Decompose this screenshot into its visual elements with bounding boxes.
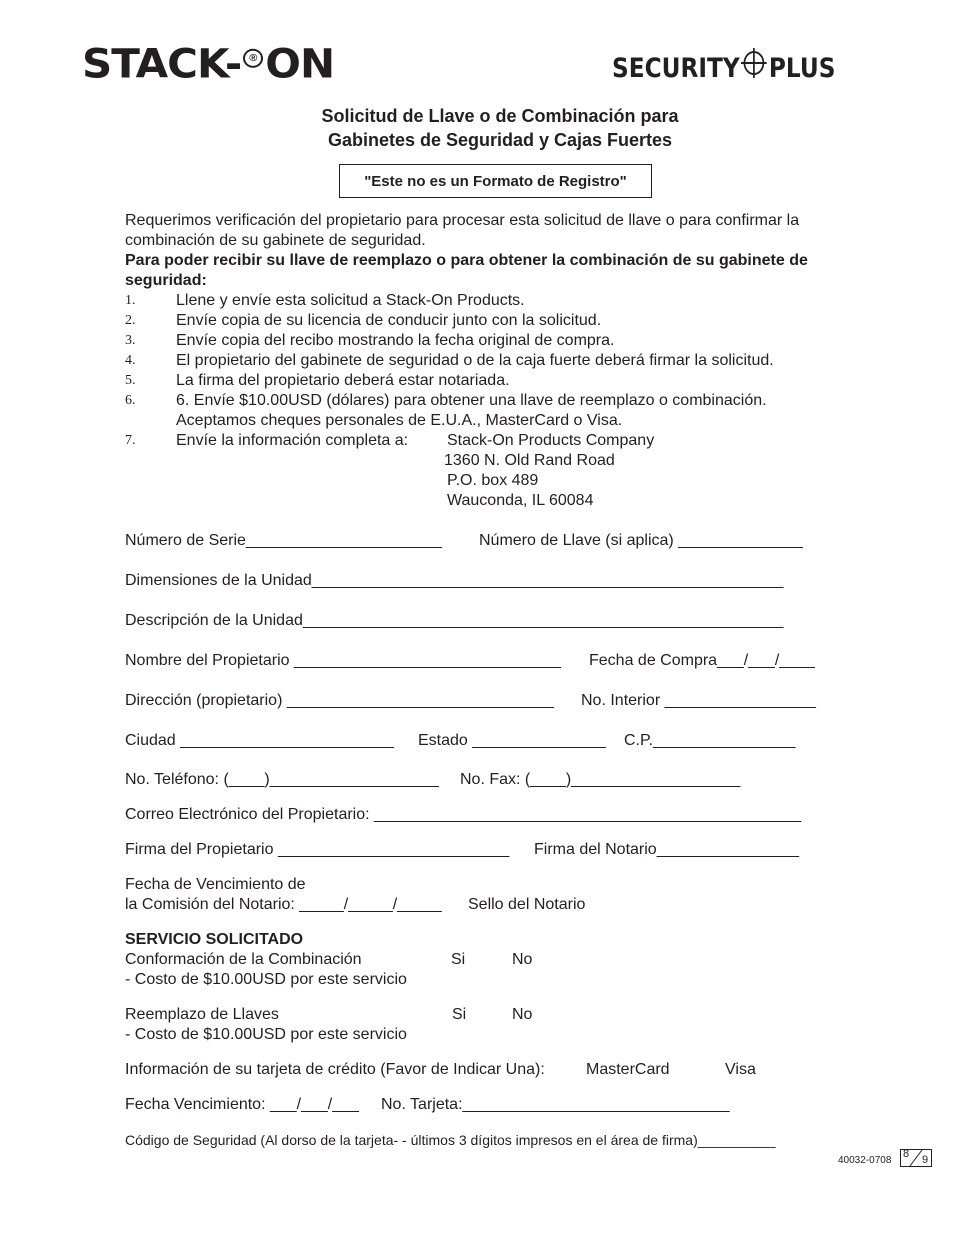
purchase-date-field[interactable]: Fecha de Compra___/___/____ bbox=[589, 652, 815, 669]
step-number: 1. bbox=[125, 293, 136, 308]
intro-bold-1: Para poder recibir su llave de reemplazo o para obtener la combinación de su gabinete de bbox=[125, 252, 808, 269]
step-text-continued: Aceptamos cheques personales de E.U.A., MasterCard o Visa. bbox=[176, 412, 623, 429]
service-heading: SERVICIO SOLICITADO bbox=[125, 931, 304, 948]
owner-name-field[interactable]: Nombre del Propietario ______________________________ bbox=[125, 652, 561, 669]
unit-description-field[interactable]: Descripción de la Unidad______________________________________________________ bbox=[125, 612, 784, 629]
step-text: Envíe copia de su licencia de conducir junto con la solicitud. bbox=[176, 312, 602, 329]
step-number: 3. bbox=[125, 333, 136, 348]
combination-service-label: Conformación de la Combinación bbox=[125, 951, 362, 968]
step-number: 5. bbox=[125, 373, 136, 388]
card-number-field[interactable]: No. Tarjeta:______________________________ bbox=[381, 1096, 730, 1113]
notary-expiration-label: Fecha de Vencimiento de bbox=[125, 876, 306, 893]
step-text: El propietario del gabinete de seguridad o de la caja fuerte deberá firmar la solicitud. bbox=[176, 352, 774, 369]
crosshair-icon bbox=[741, 48, 767, 87]
address-line-4: Wauconda, IL 60084 bbox=[447, 492, 594, 509]
step-text: La firma del propietario deberá estar notariada. bbox=[176, 372, 510, 389]
registered-icon: ® bbox=[243, 49, 263, 68]
title-line-1: Solicitud de Llave o de Combinación para bbox=[321, 106, 679, 126]
page-number: 8 bbox=[903, 1148, 910, 1160]
owner-address-field[interactable]: Dirección (propietario) ______________________________ bbox=[125, 692, 554, 709]
city-field[interactable]: Ciudad ________________________ bbox=[125, 732, 394, 749]
key-number-field[interactable]: Número de Llave (si aplica) ______________ bbox=[479, 532, 803, 549]
key-replacement-cost: - Costo de $10.00USD por este servicio bbox=[125, 1026, 407, 1043]
logo-plus-text: PLUS bbox=[768, 53, 836, 84]
intro-line-2: combinación de su gabinete de seguridad. bbox=[125, 232, 426, 249]
key-replacement-yes-option[interactable]: Si bbox=[452, 1006, 467, 1023]
phone-field[interactable]: No. Teléfono: (____)___________________ bbox=[125, 771, 439, 788]
address-line-2: 1360 N. Old Rand Road bbox=[444, 452, 615, 469]
intro-line-1: Requerimos verificación del propietario para procesar esta solicitud de llave o para confirmar la bbox=[125, 212, 800, 229]
security-plus-logo bbox=[612, 52, 835, 87]
step-number: 2. bbox=[125, 313, 136, 328]
visa-option[interactable]: Visa bbox=[725, 1061, 756, 1078]
step-text: 6. Envíe $10.00USD (dólares) para obtener una llave de reemplazo o combinación. bbox=[176, 392, 767, 409]
combination-no-option[interactable]: No bbox=[512, 951, 533, 968]
zip-field[interactable]: C.P.________________ bbox=[624, 732, 796, 749]
document-code: 40032-0708 bbox=[838, 1155, 892, 1166]
interior-number-field[interactable]: No. Interior _________________ bbox=[581, 692, 816, 709]
notary-seal-label: Sello del Notario bbox=[468, 896, 586, 913]
logo-text-a: STACK- bbox=[82, 40, 242, 87]
logo-security-text: SECURITY bbox=[612, 53, 740, 84]
state-field[interactable]: Estado _______________ bbox=[418, 732, 606, 749]
intro-bold-2: seguridad: bbox=[125, 272, 207, 289]
step-text: Envíe copia del recibo mostrando la fecha original de compra. bbox=[176, 332, 615, 349]
stack-on-logo bbox=[82, 40, 335, 87]
page-fraction bbox=[900, 1149, 932, 1167]
mastercard-option[interactable]: MasterCard bbox=[586, 1061, 670, 1078]
owner-email-field[interactable]: Correo Electrónico del Propietario: ________________________________________________ bbox=[125, 806, 802, 823]
step-text: Llene y envíe esta solicitud a Stack-On Products. bbox=[176, 292, 525, 309]
unit-dimensions-field[interactable]: Dimensiones de la Unidad_____________________________________________________ bbox=[125, 572, 784, 589]
logo-text-b: ON bbox=[265, 40, 335, 87]
key-replacement-no-option[interactable]: No bbox=[512, 1006, 533, 1023]
page-total: 9 bbox=[922, 1154, 929, 1166]
security-code-field[interactable]: Código de Seguridad (Al dorso de la tarjeta- - últimos 3 dígitos impresos en el área de firma)__________ bbox=[125, 1132, 776, 1148]
credit-card-label: Información de su tarjeta de crédito (Favor de Indicar Una): bbox=[125, 1061, 545, 1078]
fax-field[interactable]: No. Fax: (____)___________________ bbox=[460, 771, 741, 788]
key-replacement-label: Reemplazo de Llaves bbox=[125, 1006, 279, 1023]
owner-signature-field[interactable]: Firma del Propietario __________________________ bbox=[125, 841, 510, 858]
combination-yes-option[interactable]: Si bbox=[451, 951, 466, 968]
serial-number-field[interactable]: Número de Serie______________________ bbox=[125, 532, 442, 549]
step-number: 6. bbox=[125, 393, 136, 408]
notice-box: "Este no es un Formato de Registro" bbox=[339, 164, 652, 198]
step-number: 4. bbox=[125, 353, 136, 368]
address-line-3: P.O. box 489 bbox=[447, 472, 539, 489]
notary-signature-field[interactable]: Firma del Notario________________ bbox=[534, 841, 800, 858]
address-line-1: Stack-On Products Company bbox=[447, 432, 655, 449]
combination-cost: - Costo de $10.00USD por este servicio bbox=[125, 971, 407, 988]
step-text: Envíe la información completa a: bbox=[176, 432, 409, 449]
title-line-2: Gabinetes de Seguridad y Cajas Fuertes bbox=[327, 130, 673, 150]
card-expiration-field[interactable]: Fecha Vencimiento: ___/___/___ bbox=[125, 1096, 359, 1113]
notary-expiration-field[interactable]: la Comisión del Notario: _____/_____/_____ bbox=[125, 896, 442, 913]
step-number: 7. bbox=[125, 433, 136, 448]
